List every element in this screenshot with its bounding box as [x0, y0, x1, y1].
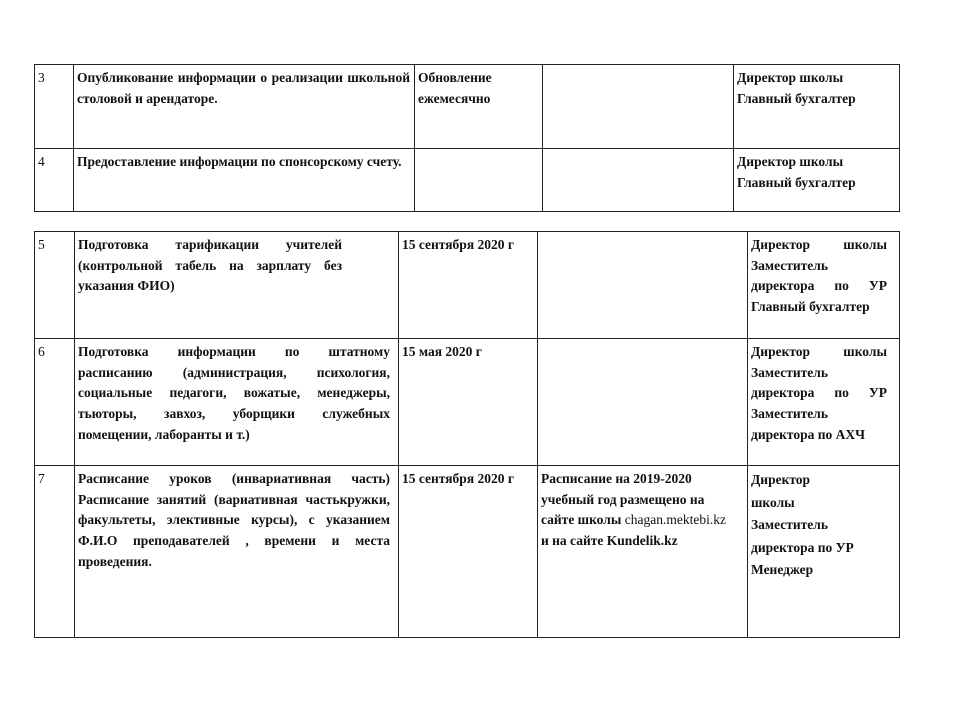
row-number: 6 — [35, 339, 75, 466]
note-cell — [543, 149, 734, 212]
table-row — [35, 65, 900, 149]
row-number: 3 — [35, 65, 74, 149]
table-row — [35, 149, 900, 212]
deadline-cell: 15 сентября 2020 г — [399, 466, 538, 638]
note-text-end: и на сайте Kundelik.kz — [541, 533, 678, 549]
responsible-cell: Директор школы Заместитель директора по УР Заместитель директора по АХЧ — [748, 339, 900, 466]
note-cell — [538, 466, 748, 638]
responsible-cell: Директор школы Заместитель директора по УР Менеджер — [748, 466, 900, 638]
deadline-cell: 15 сентября 2020 г — [399, 232, 538, 339]
deadline-cell: Обновление ежемесячно — [415, 65, 543, 149]
deadline-cell — [415, 149, 543, 212]
row-number: 5 — [35, 232, 75, 339]
note-cell — [543, 65, 734, 149]
row-number: 4 — [35, 149, 74, 212]
table-row — [35, 339, 900, 466]
task-cell: Расписание уроков (инвариативная часть) Расписание занятий (вариативная частькружки, факультеты, элективные курсы), с указанием Ф.И.О преподавателей , времени и места проведения. — [75, 466, 399, 638]
note-cell — [538, 232, 748, 339]
task-cell: Подготовка информации по штатному расписанию (администрация, психология, социальные педагоги, вожатые, менеджеры, тьюторы, завхоз, уборщики служебных помещении, лаборанты и т.) — [75, 339, 399, 466]
task-cell: Предоставление информации по спонсорскому счету. — [74, 149, 415, 212]
school-site-link[interactable]: chagan.mektebi.kz — [624, 512, 726, 528]
responsible-cell: Директор школы Главный бухгалтер — [734, 149, 900, 212]
responsible-cell: Директор школы Заместитель директора по УР Главный бухгалтер — [748, 232, 900, 339]
table-row — [35, 232, 900, 339]
note-cell — [538, 339, 748, 466]
plan-table-part-1 — [34, 64, 900, 212]
task-cell: Опубликование информации о реализации школьной столовой и арендаторе. — [74, 65, 415, 149]
row-number: 7 — [35, 466, 75, 638]
task-cell: Подготовка тарификации учителей (контрольной табель на зарплату без указания ФИО) — [75, 232, 399, 339]
table-row — [35, 466, 900, 638]
plan-table-part-2 — [34, 231, 900, 638]
deadline-cell: 15 мая 2020 г — [399, 339, 538, 466]
note-text: Расписание на 2019-2020 учебный год размещено на сайте школы — [541, 471, 705, 528]
responsible-cell: Директор школы Главный бухгалтер — [734, 65, 900, 149]
